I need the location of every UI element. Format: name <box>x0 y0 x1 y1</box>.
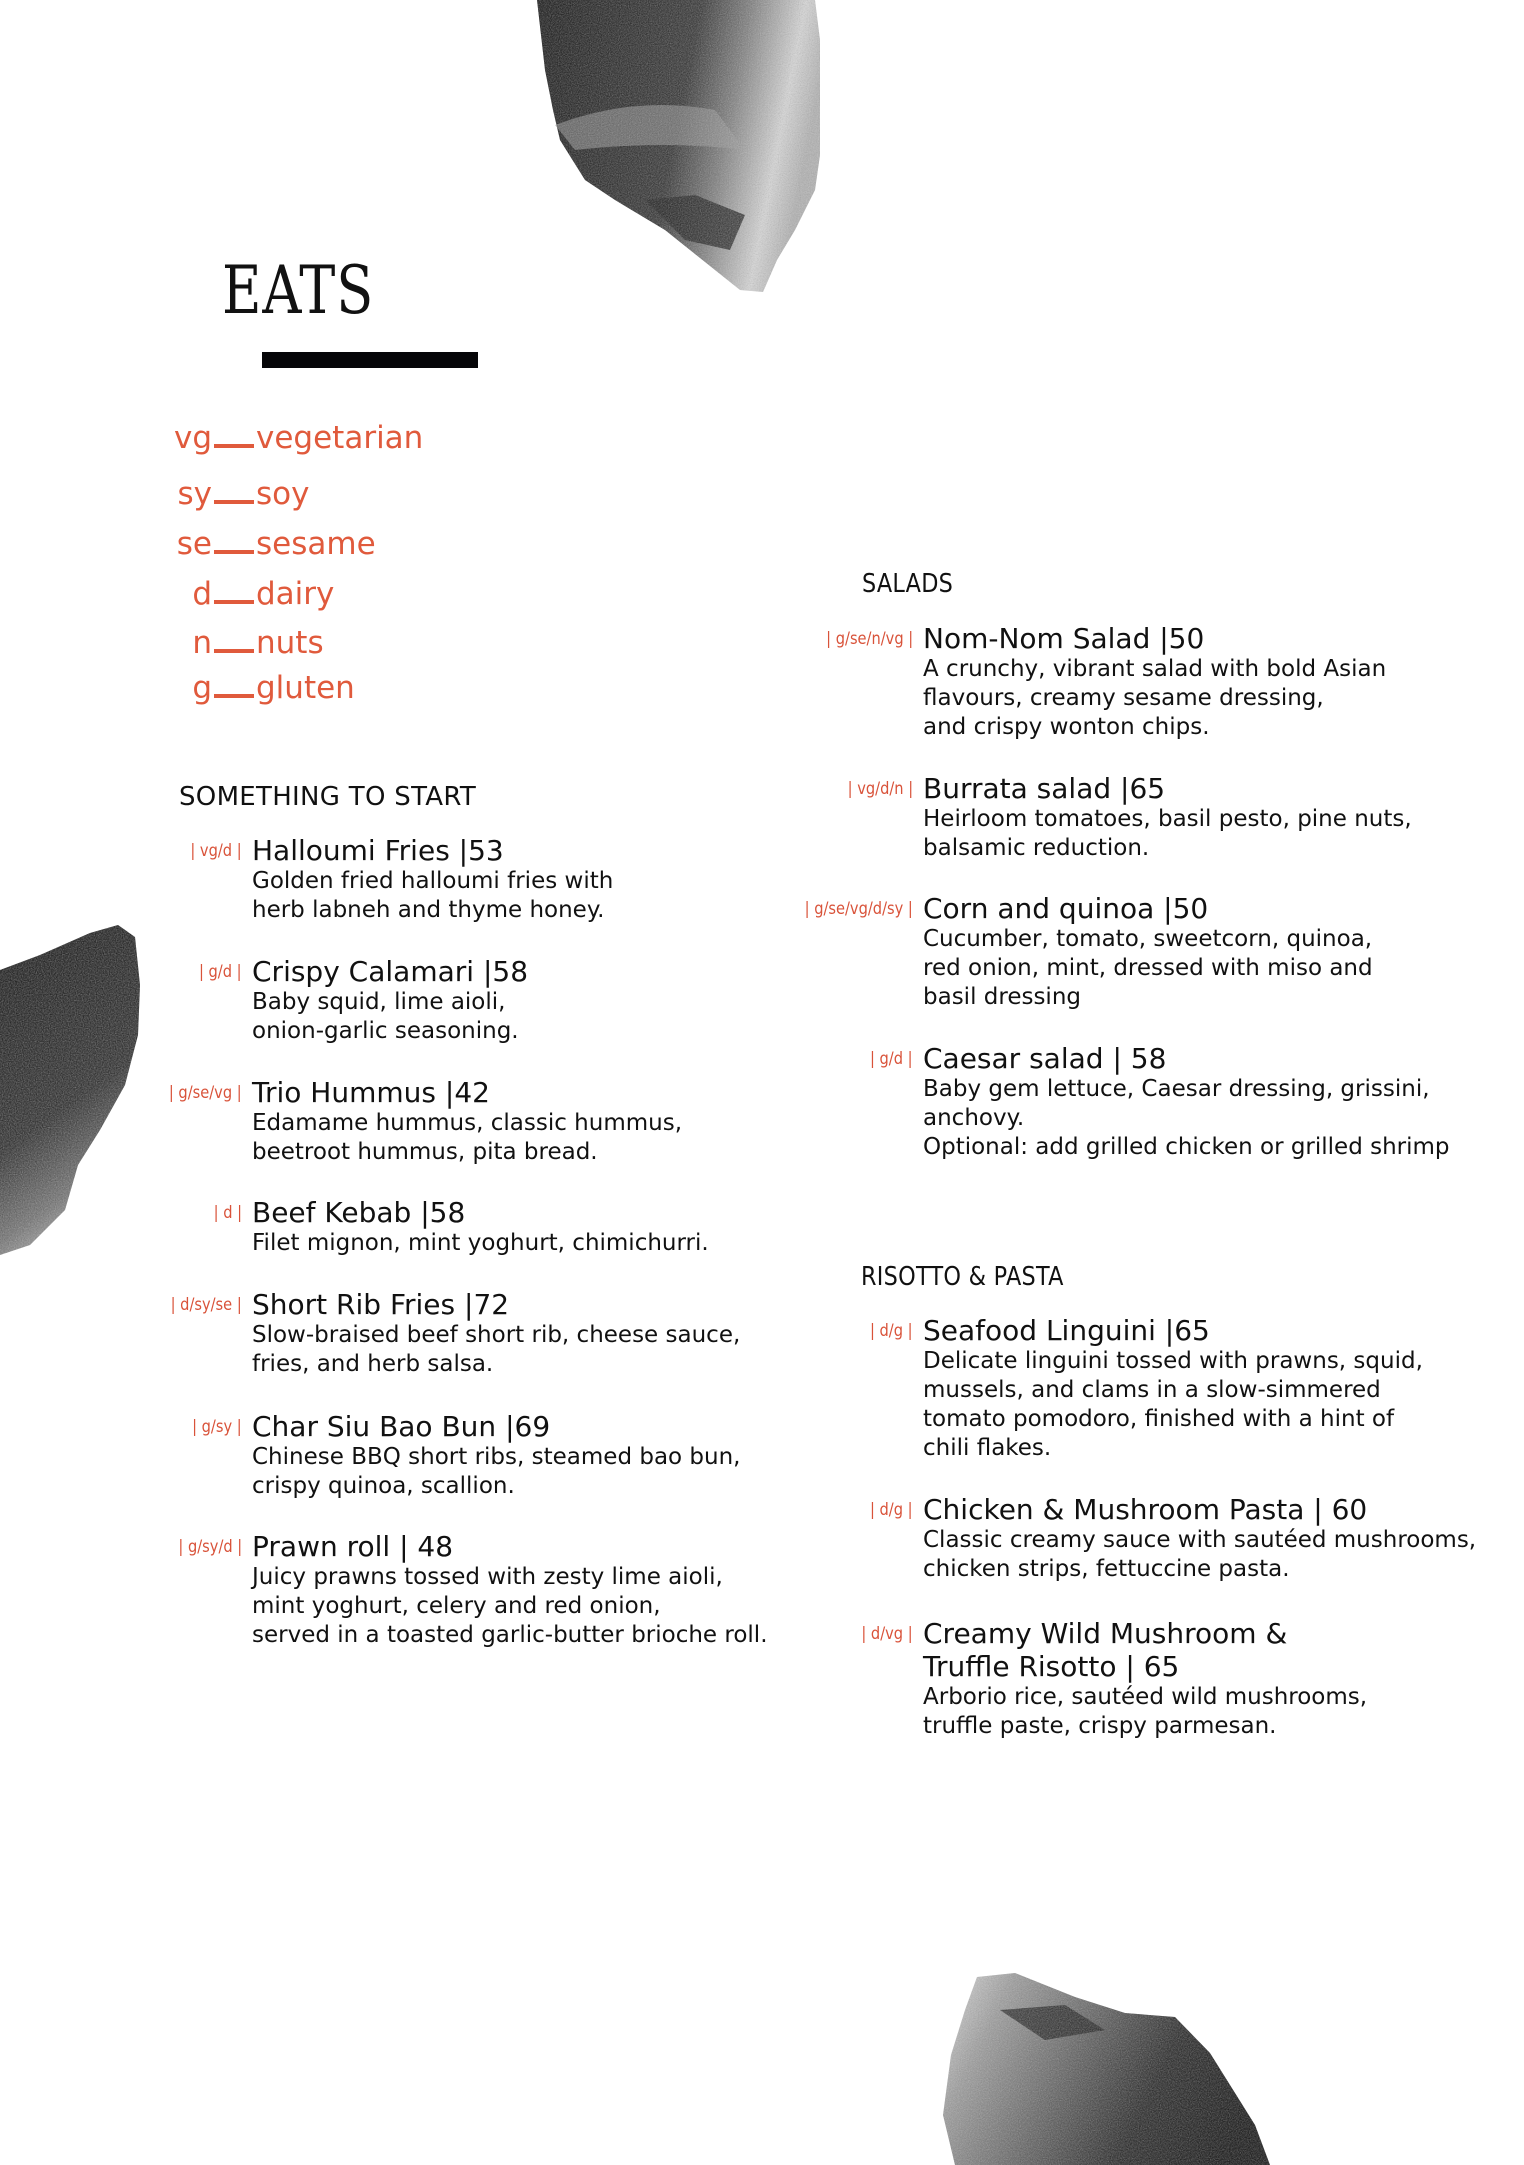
dish-description: and crispy wonton chips. <box>923 714 1210 740</box>
dish-description: Filet mignon, mint yoghurt, chimichurri. <box>252 1230 709 1256</box>
dish-description: red onion, mint, dressed with miso and <box>923 955 1373 981</box>
dish-description: Slow-braised beef short rib, cheese sauce, <box>252 1322 741 1348</box>
legend-code: se <box>176 526 212 562</box>
dish-description: herb labneh and thyme honey. <box>252 897 605 923</box>
dish-name: Char Siu Bao Bun |69 <box>252 1410 551 1443</box>
rock-image-bottom <box>925 1935 1270 2165</box>
allergen-tag: | g/sy | <box>192 1417 242 1437</box>
dish-description: chili flakes. <box>923 1435 1052 1461</box>
legend-code: g <box>192 670 212 706</box>
allergen-tag: | g/se/vg | <box>169 1083 242 1103</box>
allergen-tag: | d/g | <box>870 1321 913 1341</box>
menu-item-mushroom-truffle-risotto <box>861 1617 1368 1741</box>
menu-item-burrata-salad <box>847 772 1412 863</box>
rock-image-top <box>515 0 820 300</box>
legend-item-nuts <box>150 625 324 665</box>
legend-item-gluten <box>150 670 355 710</box>
legend-item-soy <box>150 476 309 516</box>
legend-dash <box>214 600 254 604</box>
legend-meaning: dairy <box>256 576 335 612</box>
legend-code: d <box>192 576 212 612</box>
dish-name: Truffle Risotto | 65 <box>923 1650 1180 1683</box>
title-underline <box>262 352 478 368</box>
dish-description: Baby squid, lime aioli, <box>252 989 506 1015</box>
dish-name: Beef Kebab |58 <box>252 1196 466 1229</box>
section-title-risotto-pasta: RISOTTO & PASTA <box>861 1262 1064 1292</box>
legend-meaning: soy <box>256 476 310 512</box>
legend-code: vg <box>173 420 212 456</box>
menu-item-short-rib-fries <box>170 1288 741 1379</box>
dish-name: Burrata salad |65 <box>923 772 1166 805</box>
dish-description: Cucumber, tomato, sweetcorn, quinoa, <box>923 926 1373 952</box>
allergen-tag: | d/vg | <box>861 1624 913 1644</box>
menu-item-halloumi-fries <box>190 834 614 925</box>
dish-description: Baby gem lettuce, Caesar dressing, grissini, <box>923 1076 1430 1102</box>
allergen-tag: | g/se/n/vg | <box>825 629 913 649</box>
legend-item-sesame <box>150 526 376 566</box>
allergen-tag: | d/g | <box>870 1500 913 1520</box>
dish-description: chicken strips, fettuccine pasta. <box>923 1556 1290 1582</box>
legend-dash <box>214 550 254 554</box>
legend-meaning: vegetarian <box>256 420 424 456</box>
dish-name: Seafood Linguini |65 <box>923 1314 1210 1347</box>
legend-dash <box>214 500 254 504</box>
dish-description: A crunchy, vibrant salad with bold Asian <box>923 656 1387 682</box>
dish-description: Optional: add grilled chicken or grilled shrimp <box>923 1134 1450 1160</box>
menu-item-beef-kebab <box>213 1196 709 1258</box>
legend-meaning: gluten <box>256 670 355 706</box>
dish-description: mint yoghurt, celery and red onion, <box>252 1593 661 1619</box>
dish-description: crispy quinoa, scallion. <box>252 1473 515 1499</box>
dish-description: beetroot hummus, pita bread. <box>252 1139 598 1165</box>
allergen-tag: | d | <box>213 1203 242 1223</box>
legend-item-vegetarian <box>150 420 423 460</box>
dish-name: Caesar salad | 58 <box>923 1042 1167 1075</box>
dish-description: tomato pomodoro, finished with a hint of <box>923 1406 1395 1432</box>
allergen-tag: | g/se/vg/d/sy | <box>804 899 913 919</box>
menu-item-caesar-salad <box>870 1042 1450 1162</box>
legend-item-dairy <box>150 576 334 616</box>
dish-description: mussels, and clams in a slow-simmered <box>923 1377 1381 1403</box>
dish-description: Arborio rice, sautéed wild mushrooms, <box>923 1684 1368 1710</box>
menu-item-nom-nom-salad <box>825 622 1387 742</box>
dish-name: Corn and quinoa |50 <box>923 892 1209 925</box>
page-title: EATS <box>222 252 375 329</box>
dish-name: Halloumi Fries |53 <box>252 834 504 867</box>
dish-description: Delicate linguini tossed with prawns, squid, <box>923 1348 1423 1374</box>
menu-item-crispy-calamari <box>199 955 529 1046</box>
dish-description: Classic creamy sauce with sautéed mushrooms, <box>923 1527 1477 1553</box>
dish-name: Crispy Calamari |58 <box>252 955 529 988</box>
menu-item-prawn-roll <box>178 1530 768 1650</box>
menu-item-corn-and-quinoa <box>804 892 1373 1012</box>
allergen-tag: | g/d | <box>870 1049 913 1069</box>
dish-name: Creamy Wild Mushroom & <box>923 1617 1288 1650</box>
dish-name: Nom-Nom Salad |50 <box>923 622 1205 655</box>
dish-description: Chinese BBQ short ribs, steamed bao bun, <box>252 1444 741 1470</box>
section-title-salads: SALADS <box>862 569 954 599</box>
allergen-tag: | d/sy/se | <box>170 1295 242 1315</box>
legend-meaning: nuts <box>256 625 324 661</box>
rock-image-left <box>0 925 142 1260</box>
allergen-tag: | vg/d/n | <box>847 779 913 799</box>
dish-description: balsamic reduction. <box>923 835 1150 861</box>
dish-description: fries, and herb salsa. <box>252 1351 494 1377</box>
legend-dash <box>214 649 254 653</box>
legend-dash <box>214 444 254 448</box>
dish-description: served in a toasted garlic-butter brioche roll. <box>252 1622 768 1648</box>
dish-description: Golden fried halloumi fries with <box>252 868 614 894</box>
section-title-start: SOMETHING TO START <box>179 782 477 812</box>
dish-description: onion-garlic seasoning. <box>252 1018 519 1044</box>
menu-item-chicken-mushroom-pasta <box>870 1493 1477 1584</box>
allergen-tag: | vg/d | <box>190 841 242 861</box>
dish-description: flavours, creamy sesame dressing, <box>923 685 1324 711</box>
allergen-tag: | g/sy/d | <box>178 1537 242 1557</box>
legend-code: sy <box>177 476 212 512</box>
dish-name: Trio Hummus |42 <box>252 1076 490 1109</box>
dish-description: Juicy prawns tossed with zesty lime aioli, <box>252 1564 723 1590</box>
menu-item-trio-hummus <box>169 1076 683 1167</box>
dish-description: basil dressing <box>923 984 1082 1010</box>
menu-item-seafood-linguini <box>870 1314 1423 1463</box>
legend-meaning: sesame <box>256 526 376 562</box>
allergen-tag: | g/d | <box>199 962 242 982</box>
legend-dash <box>214 694 254 698</box>
legend-code: n <box>192 625 212 661</box>
dish-description: anchovy. <box>923 1105 1025 1131</box>
dish-name: Prawn roll | 48 <box>252 1530 454 1563</box>
dish-description: truffle paste, crispy parmesan. <box>923 1713 1277 1739</box>
dish-name: Chicken & Mushroom Pasta | 60 <box>923 1493 1368 1526</box>
dish-description: Edamame hummus, classic hummus, <box>252 1110 683 1136</box>
dish-description: Heirloom tomatoes, basil pesto, pine nuts, <box>923 806 1412 832</box>
menu-item-char-siu-bao-bun <box>192 1410 741 1501</box>
dish-name: Short Rib Fries |72 <box>252 1288 510 1321</box>
